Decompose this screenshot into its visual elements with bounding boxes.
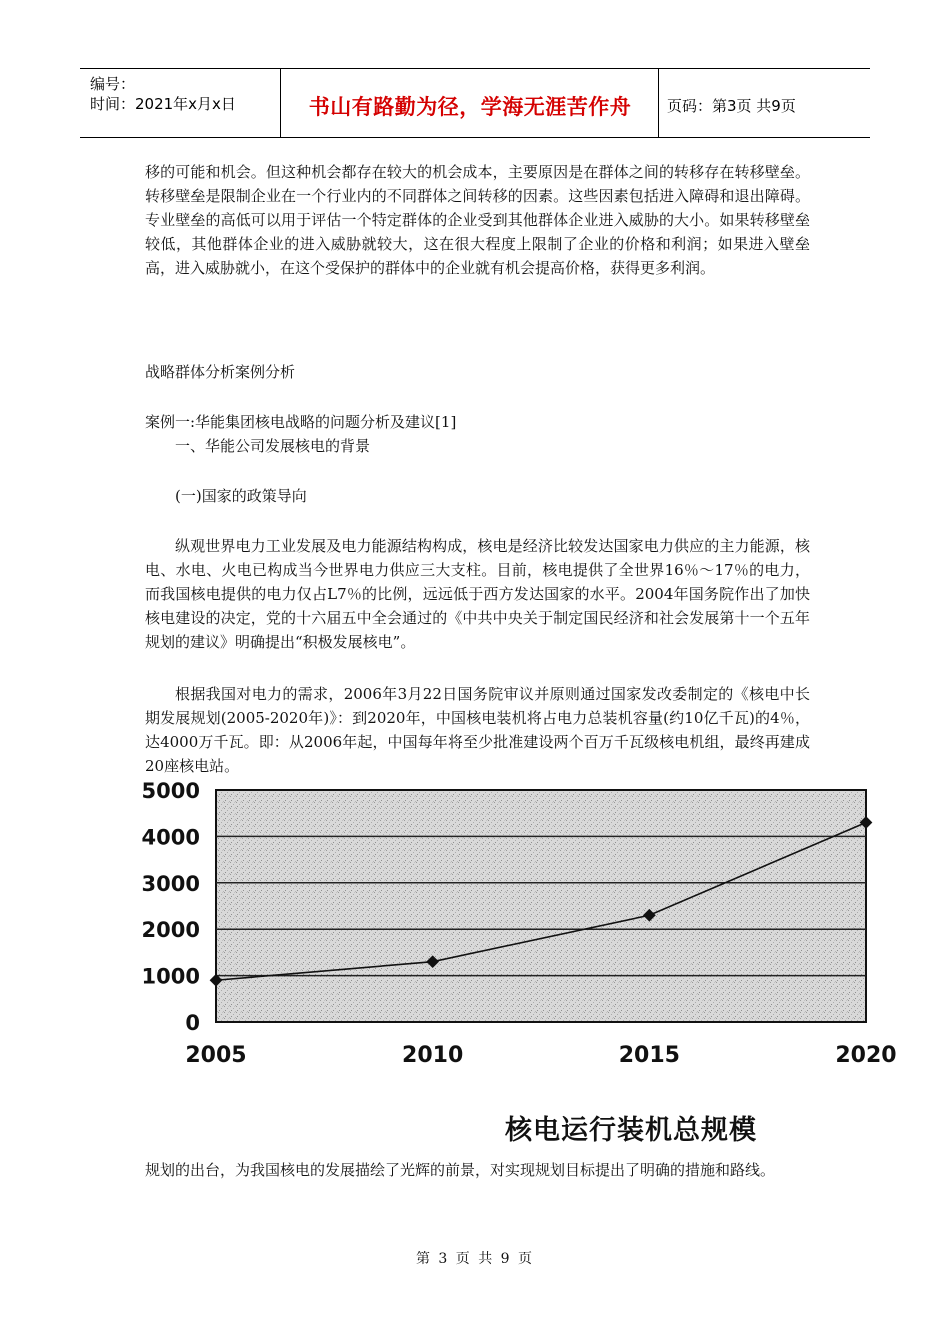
header-meta-cell bbox=[80, 69, 281, 137]
y-tick-label: 3000 bbox=[141, 871, 200, 896]
y-tick-label: 4000 bbox=[141, 825, 200, 850]
page-footer: 第 3 页 共 9 页 bbox=[415, 1251, 535, 1267]
header-page-cell bbox=[658, 69, 871, 137]
header-motto: 书山有路勤为径，学海无涯苦作舟 bbox=[308, 95, 632, 119]
header-motto-cell bbox=[282, 69, 658, 137]
page-header bbox=[80, 68, 870, 138]
section-title: 战略群体分析案例分析 bbox=[145, 363, 296, 381]
document-number-label: 编号： bbox=[90, 75, 136, 93]
y-axis-ticks bbox=[142, 779, 200, 1035]
y-tick-label: 2000 bbox=[141, 918, 200, 943]
plot-area bbox=[216, 790, 866, 1022]
x-axis-ticks bbox=[185, 1043, 896, 1068]
paragraph-conclusion: 规划的出台，为我国核电的发展描绘了光辉的前景，对实现规划目标提出了明确的措施和路线。 bbox=[145, 1161, 776, 1179]
y-tick-label: 0 bbox=[185, 1011, 200, 1035]
y-tick-label: 1000 bbox=[141, 964, 200, 989]
paragraph-plan: 根据我国对电力的需求，2006年3月22日国务院审议并原则通过国家发改委制定的《核电中长期发展规划(2005-2020年)》：到2020年，中国核电装机将占电力总装机容量(约10亿千瓦)的4％，达4000万千瓦。即：从2006年起，中国每年将至少批准建设两个百万千瓦级核电机组，最终再建成20座核电站。 bbox=[145, 685, 810, 775]
y-tick-label: 5000 bbox=[141, 779, 200, 803]
header-page-info: 页码：第3页 共9页 bbox=[667, 97, 796, 115]
nuclear-capacity-chart bbox=[140, 778, 900, 1078]
x-tick-label: 2005 bbox=[185, 1043, 247, 1068]
paragraph-world-power: 纵观世界电力工业发展及电力能源结构构成，核电是经济比较发达国家电力供应的主力能源，核电、水电、火电已构成当今世界电力供应三大支柱。目前，核电提供了全世界16％～17％的电力，而我国核电提供的电力仅占L7％的比例，远远低于西方发达国家的水平。2004年国务院作出了加快核电建设的决定，党的十六届五中全会通过的《中共中央关于制定国民经济和社会发展第十一个五年规划的建议》明确提出“积极发展核电”。 bbox=[145, 537, 810, 651]
case-title: 案例一:华能集团核电战略的问题分析及建议[1] bbox=[145, 413, 457, 431]
x-tick-label: 2015 bbox=[618, 1043, 680, 1068]
chart-title: 核电运行装机总规模 bbox=[505, 1115, 757, 1146]
x-tick-label: 2020 bbox=[835, 1043, 897, 1068]
heading-policy: (一)国家的政策导向 bbox=[175, 487, 307, 505]
document-date-label: 时间：2021年x月x日 bbox=[90, 95, 236, 113]
paragraph-transfer-barriers: 移的可能和机会。但这种机会都存在较大的机会成本，主要原因是在群体之间的转移存在转移壁垒。转移壁垒是限制企业在一个行业内的不同群体之间转移的因素。这些因素包括进入障碍和退出障碍。专业壁垒的高低可以用于评估一个特定群体的企业受到其他群体企业进入威胁的大小。如果转移壁垒较低，其他群体企业的进入威胁就较大，这在很大程度上限制了企业的价格和利润；如果进入壁垒高，进入威胁就小，在这个受保护的群体中的企业就有机会提高价格，获得更多利润。 bbox=[145, 163, 810, 277]
x-tick-label: 2010 bbox=[402, 1043, 464, 1068]
heading-background: 一、华能公司发展核电的背景 bbox=[175, 437, 371, 455]
